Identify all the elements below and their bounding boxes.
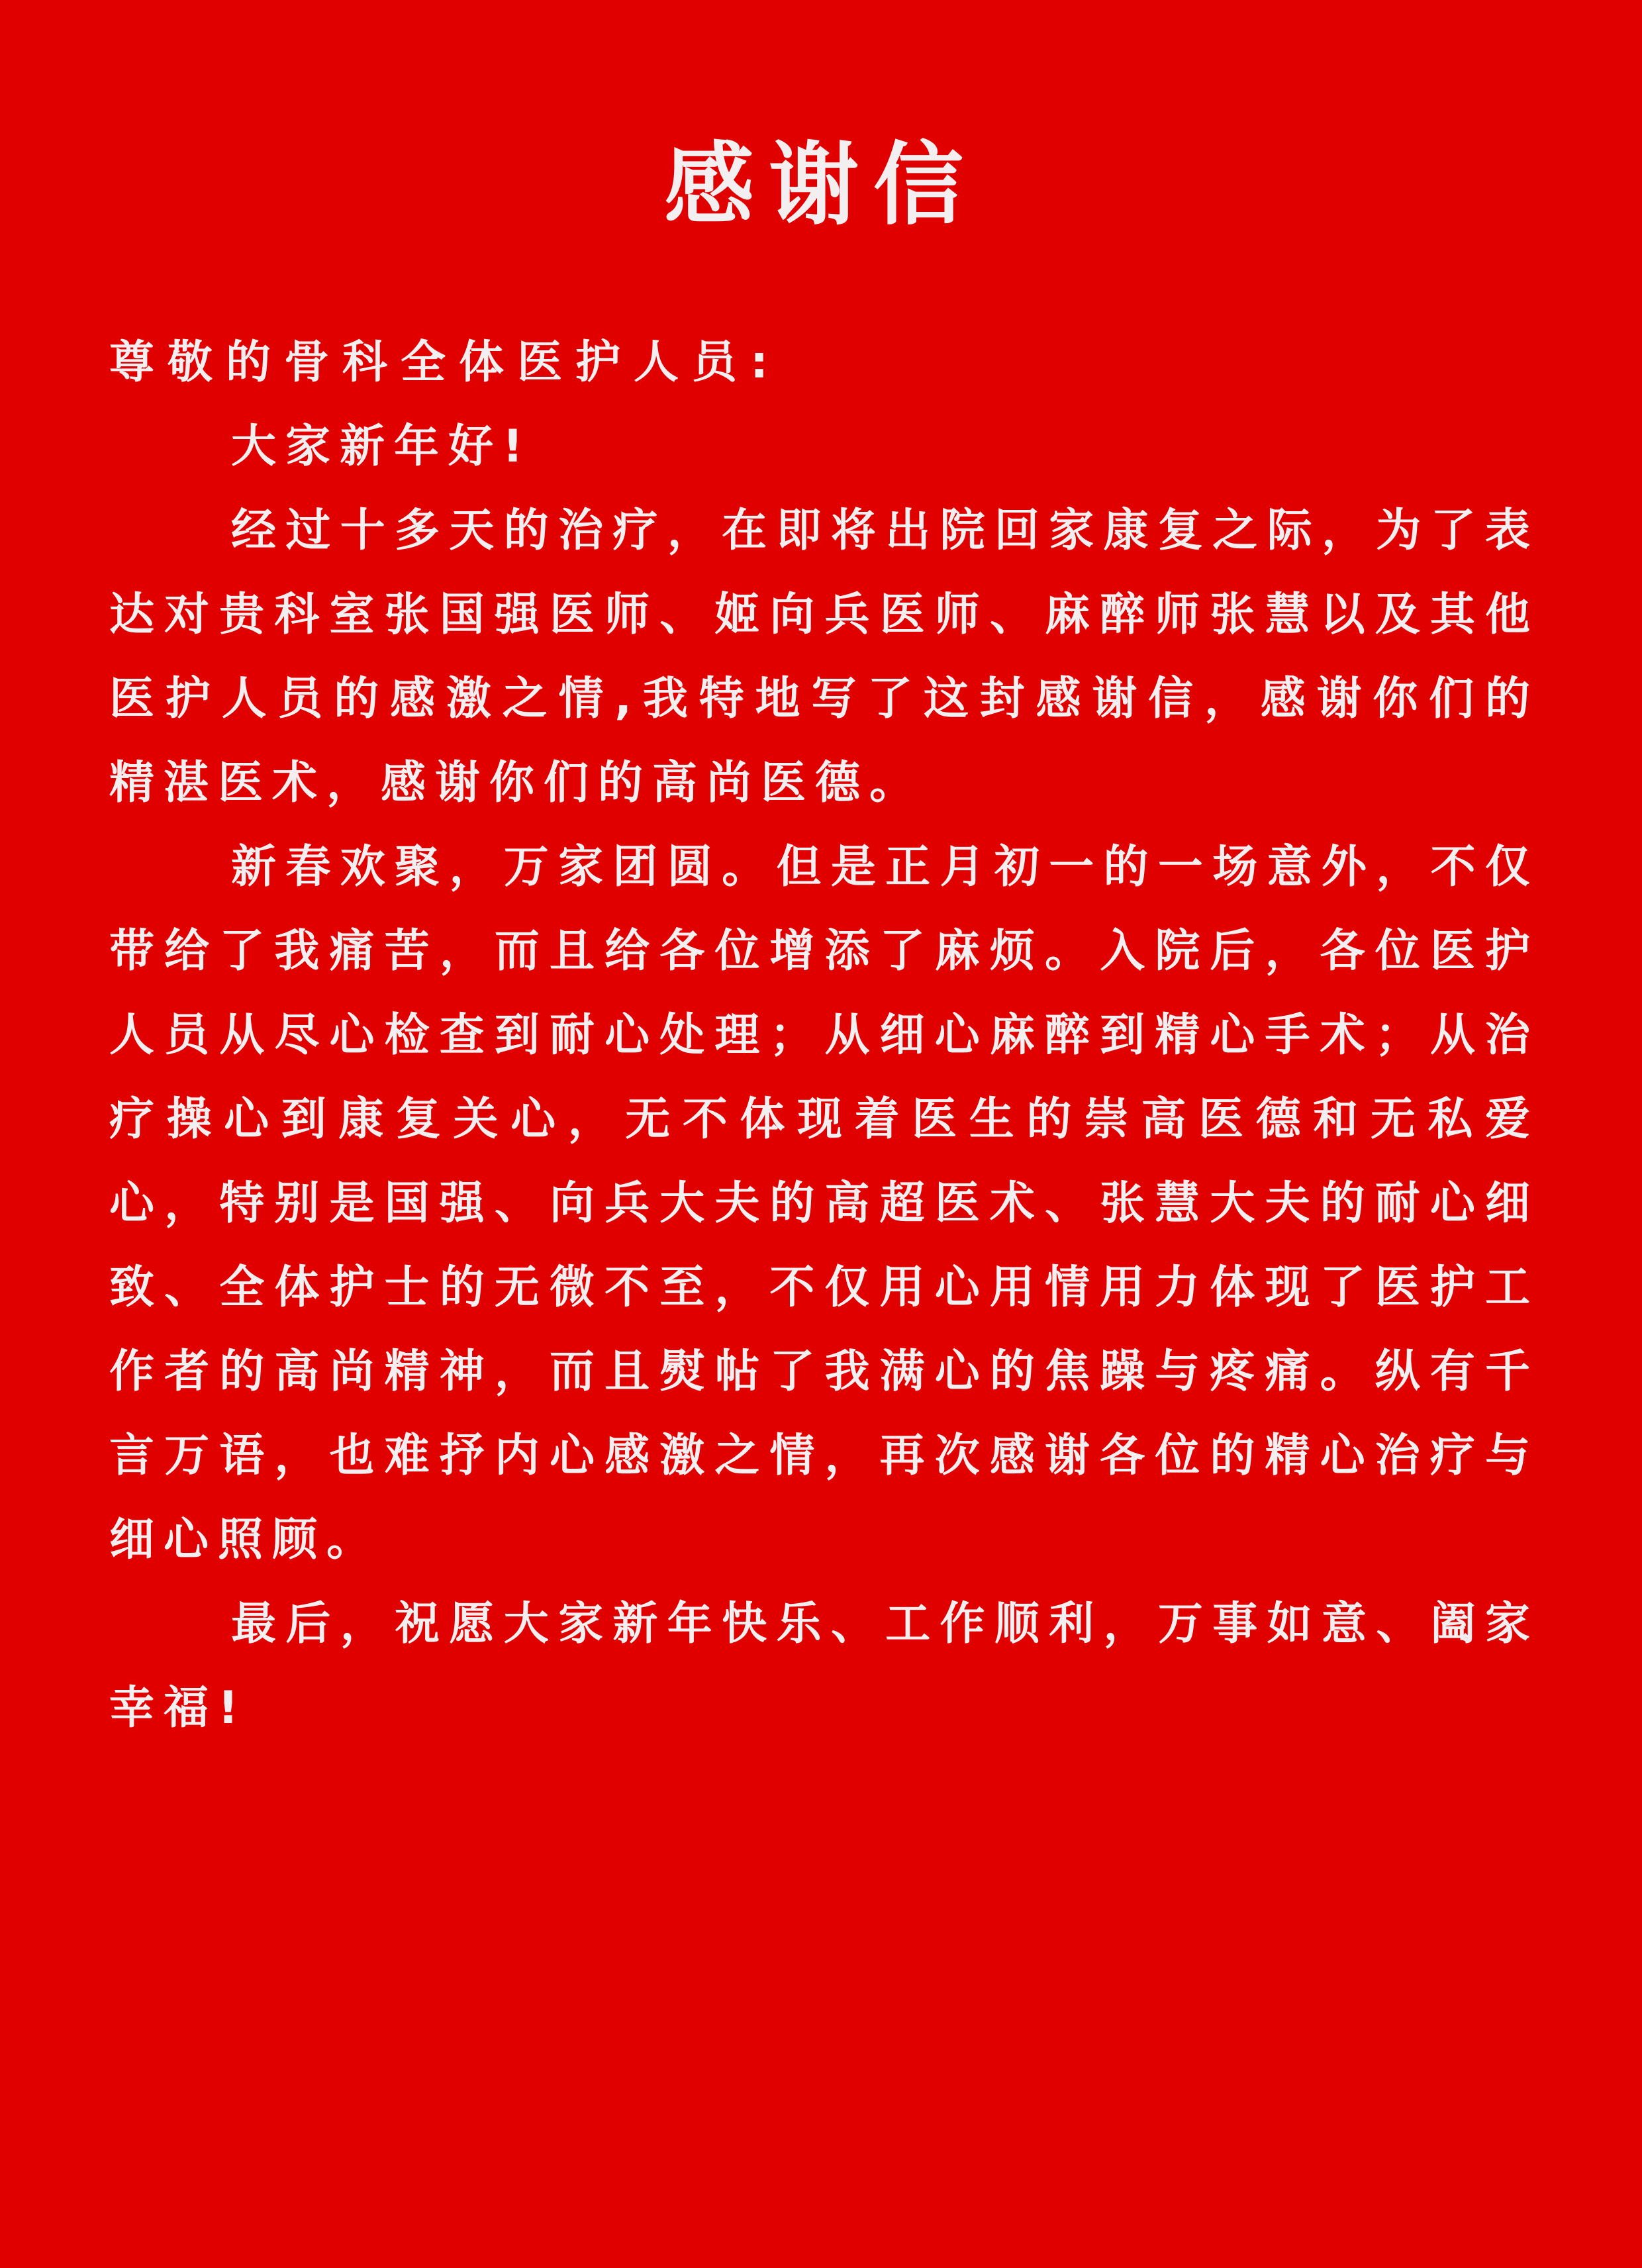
letter-paragraph-story: 新春欢聚，万家团圆。但是正月初一的一场意外，不仅带给了我痛苦，而且给各位增添了麻烦。入院后，各位医护人员从尽心检查到耐心处理；从细心麻醉到精心手术；从治疗操心到康复关心，无不体现着医生的崇高医德和无私爱心，特别是国强、向兵大夫的高超医术、张慧大夫的耐心细致、全体护士的无微不至，不仅用心用情用力体现了医护工作者的高尚精神，而且熨帖了我满心的焦躁与疼痛。纵有千言万语，也难抒内心感激之情，再次感谢各位的精心治疗与细心照顾。 [109,841,1539,1566]
letter-paragraph-thanks: 经过十多天的治疗，在即将出院回家康复之际，为了表达对贵科室张国强医师、姬向兵医师、麻醉师张慧以及其他医护人员的感激之情,我特地写了这封感谢信，感谢你们的精湛医术，感谢你们的高尚医德。 [109,505,1539,809]
letter-body [109,320,1539,1750]
letter-paragraph-closing: 最后，祝愿大家新年快乐、工作顺利，万事如意、阖家幸福! [109,1598,1539,1734]
letter-title: 感谢信 [664,133,978,238]
letter-salutation: 尊敬的骨科全体医护人员: [109,336,782,389]
letter-paragraph-greeting: 大家新年好! [231,420,533,473]
